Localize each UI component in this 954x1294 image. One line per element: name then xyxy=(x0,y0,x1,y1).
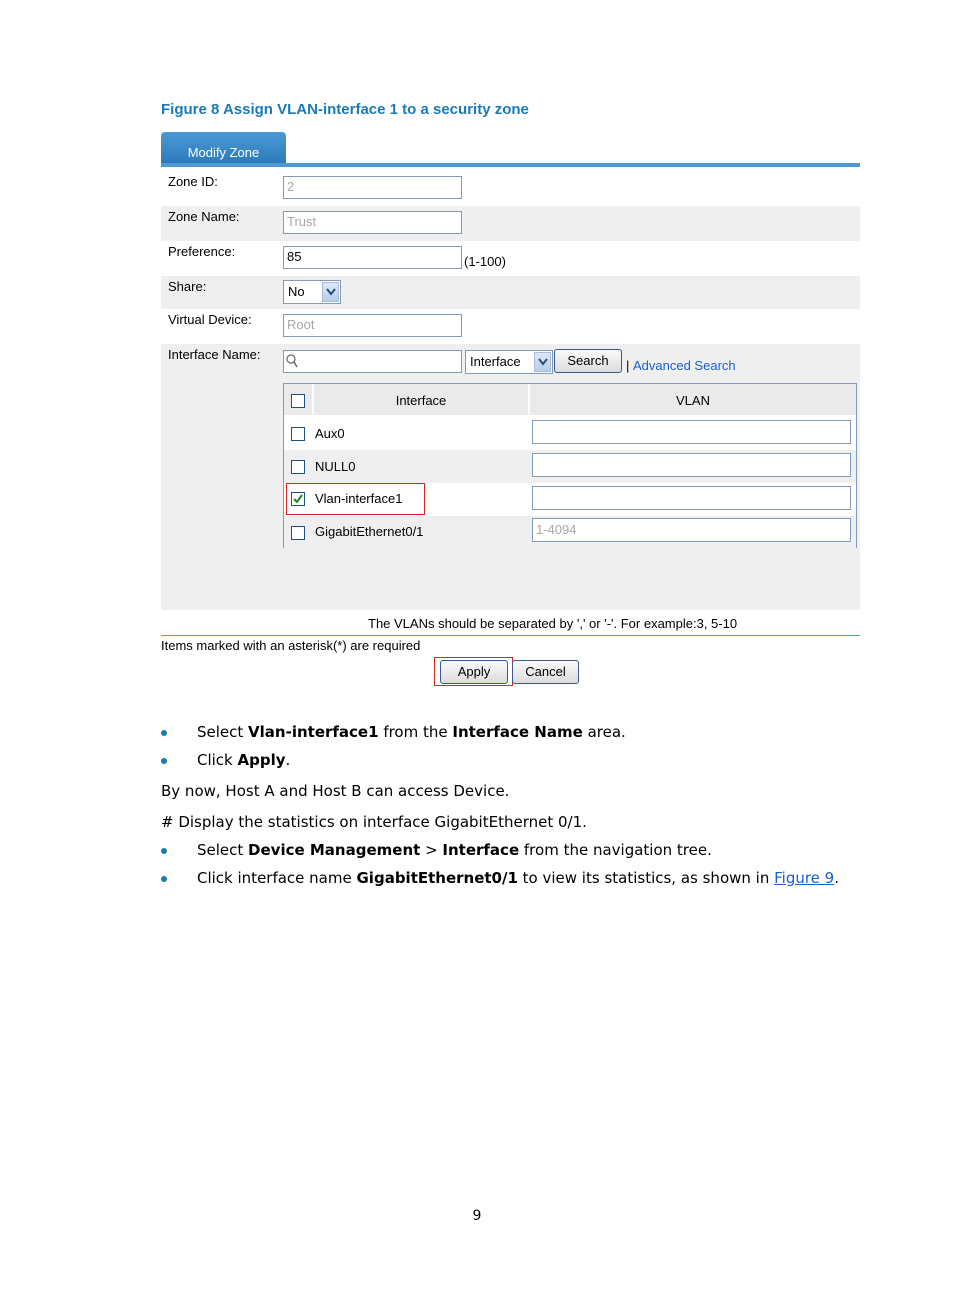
preference-input[interactable]: 85 xyxy=(283,246,462,269)
advanced-search-link[interactable]: Advanced Search xyxy=(633,358,736,373)
instruction-2: Click Apply. xyxy=(197,751,291,769)
virtual-device-label: Virtual Device: xyxy=(168,312,252,327)
select-all-checkbox[interactable] xyxy=(291,394,305,408)
figure-9-link[interactable]: Figure 9 xyxy=(774,869,835,887)
preference-range-hint: (1-100) xyxy=(464,254,506,269)
interface-name-cell: NULL0 xyxy=(315,459,356,474)
page-number: 9 xyxy=(472,1208,482,1224)
search-button[interactable]: Search xyxy=(554,349,622,373)
instruction-3: Select Device Management > Interface from the navigation tree. xyxy=(197,841,712,859)
paragraph-1: By now, Host A and Host B can access Device. xyxy=(161,782,510,800)
vlan-input[interactable] xyxy=(532,486,851,510)
interface-name-cell: Vlan-interface1 xyxy=(315,491,403,506)
search-icon xyxy=(286,354,298,368)
zone-id-input[interactable]: 2 xyxy=(283,176,462,199)
required-note: Items marked with an asterisk(*) are required xyxy=(161,638,421,653)
table-header-select xyxy=(284,384,312,415)
row-virtual-device xyxy=(161,309,860,344)
filter-select[interactable] xyxy=(465,350,553,374)
interface-table xyxy=(283,383,857,548)
tab-modify-zone[interactable] xyxy=(161,132,286,166)
table-row xyxy=(284,450,856,483)
vlan-separator-note: The VLANs should be separated by ',' or '-'. For example:3, 5-10 xyxy=(368,616,738,631)
row-zone-name xyxy=(161,206,860,241)
bullet-icon xyxy=(161,758,167,764)
highlight-box xyxy=(286,483,425,515)
separator: | xyxy=(626,358,630,373)
cancel-button[interactable]: Cancel xyxy=(512,660,579,684)
row-checkbox[interactable] xyxy=(291,427,305,441)
zone-name-input[interactable]: Trust xyxy=(283,211,462,234)
share-label: Share: xyxy=(168,279,207,294)
preference-label: Preference: xyxy=(168,244,236,259)
row-preference xyxy=(161,241,860,276)
table-header-vlan: VLAN xyxy=(530,384,856,415)
interface-name-cell: GigabitEthernet0/1 xyxy=(315,524,424,539)
row-share xyxy=(161,276,860,309)
interface-name-label: Interface Name: xyxy=(168,347,261,362)
bullet-icon xyxy=(161,730,167,736)
tab-underline xyxy=(161,163,860,167)
chevron-down-icon[interactable] xyxy=(534,352,551,372)
instruction-1: Select Vlan-interface1 from the Interface Name area. xyxy=(197,723,626,741)
zone-id-label: Zone ID: xyxy=(168,174,218,189)
zone-name-label: Zone Name: xyxy=(168,209,240,224)
filter-select-value: Interface xyxy=(470,354,521,369)
share-select[interactable] xyxy=(283,280,341,304)
instruction-4: Click interface name GigabitEthernet0/1 to view its statistics, as shown in Figure 9. xyxy=(197,869,840,887)
vlan-input[interactable]: 1-4094 xyxy=(532,518,851,542)
figure-title: Figure 8 Assign VLAN-interface 1 to a security zone xyxy=(161,101,529,118)
vlan-input[interactable] xyxy=(532,420,851,444)
divider xyxy=(161,635,860,636)
row-checkbox[interactable] xyxy=(291,460,305,474)
highlight-box xyxy=(434,657,513,686)
virtual-device-input[interactable]: Root xyxy=(283,314,462,337)
bullet-icon xyxy=(161,848,167,854)
bullet-icon xyxy=(161,876,167,882)
apply-button[interactable]: Apply xyxy=(440,660,508,684)
interface-name-cell: Aux0 xyxy=(315,426,345,441)
vlan-input[interactable] xyxy=(532,453,851,477)
table-row xyxy=(284,417,856,450)
tab-label: Modify Zone xyxy=(187,145,260,160)
share-select-value: No xyxy=(288,284,305,299)
chevron-down-icon[interactable] xyxy=(322,282,339,302)
table-row xyxy=(284,516,856,549)
interface-search-input[interactable] xyxy=(283,350,462,373)
row-checkbox[interactable] xyxy=(291,526,305,540)
paragraph-2: # Display the statistics on interface GigabitEthernet 0/1. xyxy=(161,813,587,831)
row-zone-id xyxy=(161,170,860,206)
table-header-interface: Interface xyxy=(314,384,528,415)
